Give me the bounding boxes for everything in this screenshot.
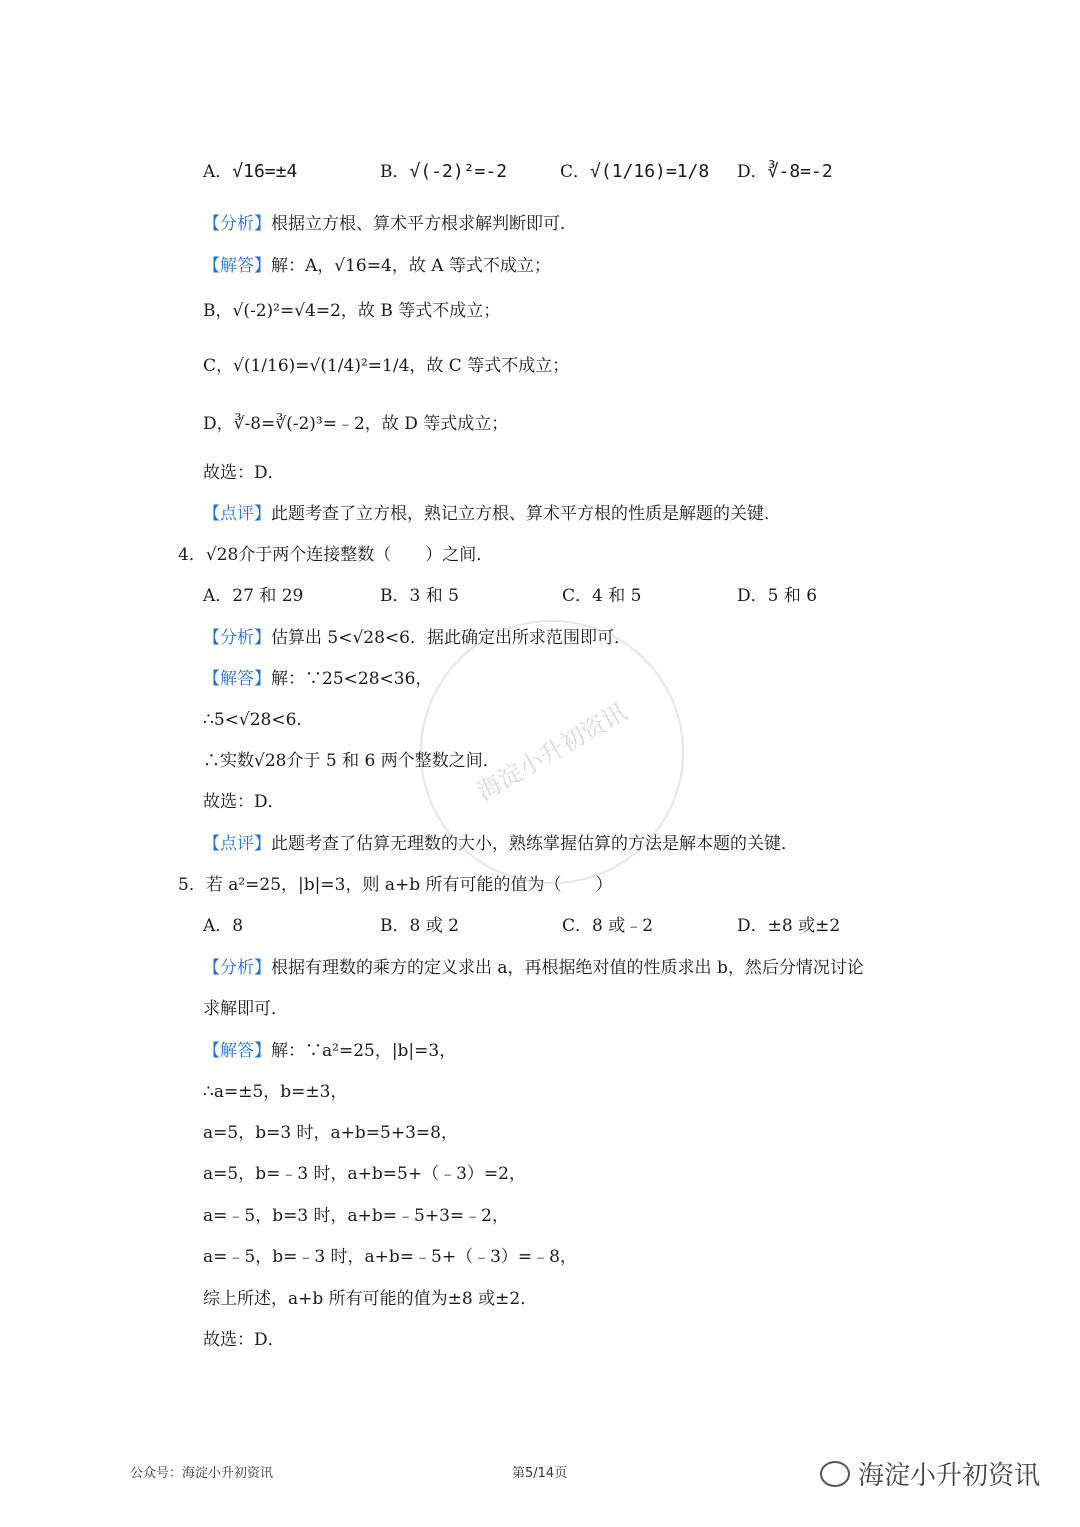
q5-solution-4: a=5，b=﹣3 时，a+b=5+（﹣3）=2， [203, 1164, 526, 1184]
q5-option-a: A．8 [203, 916, 244, 936]
q3-option-c: C．√(1/16)=1/8 [560, 161, 710, 182]
q4-solution-2: ∴5<√28<6． [203, 710, 314, 730]
q4-option-a: A．27 和 29 [203, 586, 304, 606]
q4-solution-3: ∴实数√28介于 5 和 6 两个整数之间． [203, 751, 500, 771]
q5-solution-5: a=﹣5，b=3 时，a+b=﹣5+3=﹣2， [203, 1206, 509, 1226]
q5-stem: 5．若 a²=25，|b|=3，则 a+b 所有可能的值为（ ） [178, 875, 613, 895]
q3-solution-a: 【解答】解：A，√16=4，故 A 等式不成立； [203, 256, 551, 276]
q5-solution-2: ∴a=±5，b=±3， [203, 1082, 348, 1102]
q3-option-b: B．√(-2)²=-2 [380, 161, 508, 182]
q3-solution-b: B，√(-2)²=√4=2，故 B 等式不成立； [203, 301, 501, 321]
q5-analysis-cont: 求解即可． [203, 999, 288, 1019]
q4-choose: 故选：D． [203, 792, 285, 812]
q3-solution-d: D，∛-8=∛(-2)³=﹣2，故 D 等式成立； [203, 414, 509, 434]
q4-solution-1: 【解答】解：∵25<28<36， [203, 669, 433, 689]
q4-review: 【点评】此题考查了估算无理数的大小，熟练掌握估算的方法是解本题的关键． [203, 834, 798, 854]
q4-option-b: B．3 和 5 [380, 586, 459, 606]
q5-option-b: B．8 或 2 [380, 916, 459, 936]
q5-option-c: C．8 或﹣2 [562, 916, 654, 936]
q5-solution-7: 综上所述，a+b 所有可能的值为±8 或±2． [203, 1289, 538, 1309]
q4-analysis: 【分析】估算出 5<√28<6．据此确定出所求范围即可． [203, 628, 631, 648]
q4-option-c: C．4 和 5 [562, 586, 642, 606]
q5-option-d: D．±8 或±2 [737, 916, 841, 936]
q3-option-d: D．∛-8=-2 [737, 161, 833, 182]
q3-choose: 故选：D． [203, 463, 285, 483]
q4-stem: 4．√28介于两个连接整数（ ）之间． [178, 545, 494, 565]
q5-solution-6: a=﹣5，b=﹣3 时，a+b=﹣5+（﹣3）=﹣8， [203, 1247, 577, 1267]
q3-review: 【点评】此题考查了立方根，熟记立方根、算术平方根的性质是解题的关键． [203, 504, 781, 524]
footer-page-number: 第5/14页 [512, 1466, 568, 1481]
q3-solution-c: C，√(1/16)=√(1/4)²=1/4，故 C 等式不成立； [203, 356, 570, 376]
q5-analysis: 【分析】根据有理数的乘方的定义求出 a，再根据绝对值的性质求出 b，然后分情况讨论 [203, 958, 864, 978]
q5-solution-1: 【解答】解：∵a²=25，|b|=3， [203, 1041, 457, 1061]
footer-brand-text: 海淀小升初资讯 [858, 1461, 1041, 1491]
q3-option-a: A．√16=±4 [203, 161, 298, 182]
watermark-stamp: 海淀小升初资讯 [372, 572, 733, 933]
q3-analysis: 【分析】根据立方根、算术平方根求解判断即可． [203, 214, 577, 234]
footer-brand [820, 1455, 1040, 1492]
wechat-icon [820, 1461, 850, 1487]
q5-choose: 故选：D． [203, 1330, 285, 1350]
footer-left: 公众号：海淀小升初资讯 [130, 1466, 274, 1481]
q4-option-d: D．5 和 6 [737, 586, 818, 606]
q5-solution-3: a=5，b=3 时，a+b=5+3=8， [203, 1123, 458, 1143]
